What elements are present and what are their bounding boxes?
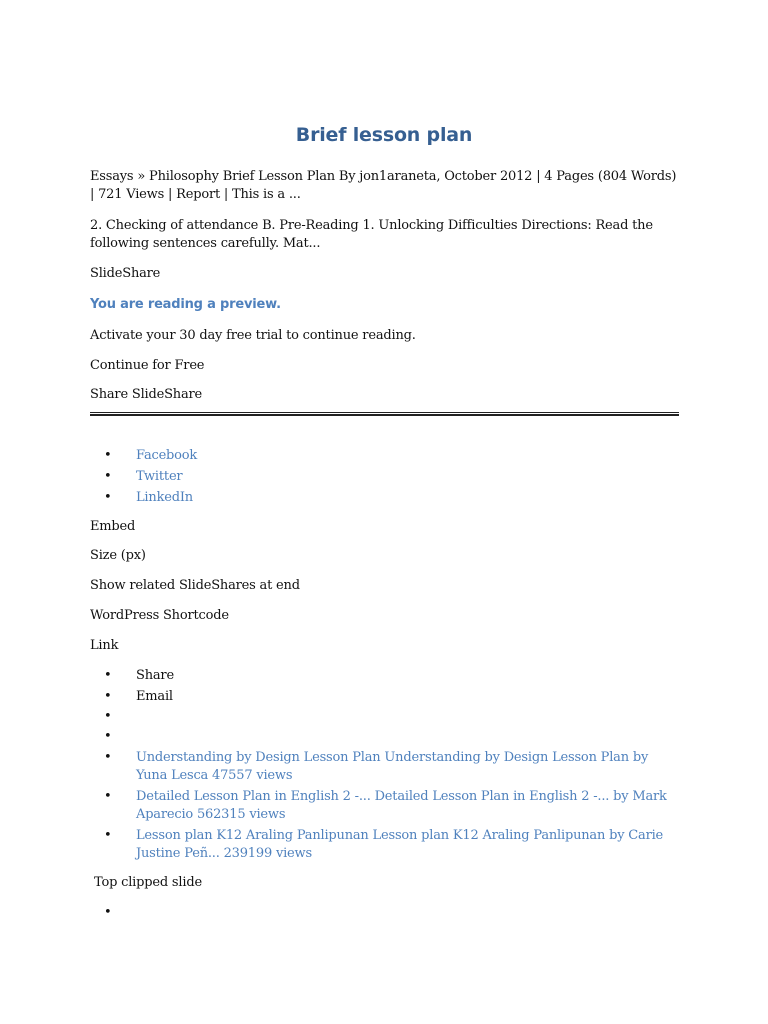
list-item-empty: [90, 904, 680, 924]
size-label: Size (px): [90, 548, 146, 563]
share-option[interactable]: Share: [136, 668, 174, 683]
related-link[interactable]: Lesson plan K12 Araling Panlipunan Lesson plan K12 Araling Panlipunan by Carie Justine Peñ... 239199 views: [136, 828, 664, 861]
share-heading: Share SlideShare: [90, 387, 203, 402]
list-item-share: [90, 667, 680, 688]
bullet: •: [104, 750, 112, 765]
facebook-link[interactable]: Facebook: [136, 448, 198, 463]
trial-text: Activate your 30 day free trial to continue reading.: [90, 328, 416, 343]
bullet: •: [104, 709, 112, 724]
related-link[interactable]: Understanding by Design Lesson Plan Understanding by Design Lesson Plan by Yuna Lesca 47557 views: [136, 750, 649, 783]
list-item-related: [90, 749, 680, 788]
bullet: •: [104, 789, 112, 804]
divider: [90, 412, 679, 416]
list-item-related: [90, 788, 680, 827]
bullet: •: [104, 469, 112, 484]
email-option[interactable]: Email: [136, 689, 173, 704]
embed-label: Embed: [90, 519, 136, 534]
related-option-label: Show related SlideShares at end: [90, 578, 300, 593]
link-label: Link: [90, 638, 119, 653]
bullet: •: [104, 729, 112, 744]
shortcode-label: WordPress Shortcode: [90, 608, 229, 623]
list-item-twitter: [90, 468, 680, 489]
linkedin-link[interactable]: LinkedIn: [136, 490, 193, 505]
related-link[interactable]: Detailed Lesson Plan in English 2 -... Detailed Lesson Plan in English 2 -... by Mark Aparecio 562315 views: [136, 789, 667, 822]
bullet: •: [104, 828, 112, 843]
list-item-related: [90, 827, 680, 866]
slideshare-label: SlideShare: [90, 266, 161, 281]
clipped-slides-list: [90, 904, 680, 924]
twitter-link[interactable]: Twitter: [136, 469, 183, 484]
list-item-email: [90, 688, 680, 708]
page-title: Brief lesson plan: [295, 124, 473, 146]
list-item-empty: [90, 708, 680, 728]
social-links-list: [90, 447, 680, 510]
bullet: •: [104, 905, 112, 920]
list-item-empty: [90, 728, 680, 749]
bullet: •: [104, 689, 112, 704]
bullet: •: [104, 448, 112, 463]
share-options-list: [90, 667, 680, 749]
related-slideshares-list: [90, 749, 680, 866]
list-item-facebook: [90, 447, 680, 468]
bullet: •: [104, 490, 112, 505]
list-item-linkedin: [90, 489, 680, 510]
summary-text: Essays » Philosophy Brief Lesson Plan By jon1araneta, October 2012 | 4 Pages (804 Words) | 721 Views | Report | This is a ...: [90, 169, 677, 202]
preview-notice: You are reading a preview.: [90, 297, 281, 312]
bullet: •: [104, 668, 112, 683]
clipped-heading: Top clipped slide: [94, 875, 202, 890]
continue-label[interactable]: Continue for Free: [90, 358, 205, 373]
excerpt-text: 2. Checking of attendance B. Pre-Reading 1. Unlocking Difficulties Directions: Read the following sentences carefully. Mat...: [90, 218, 653, 251]
